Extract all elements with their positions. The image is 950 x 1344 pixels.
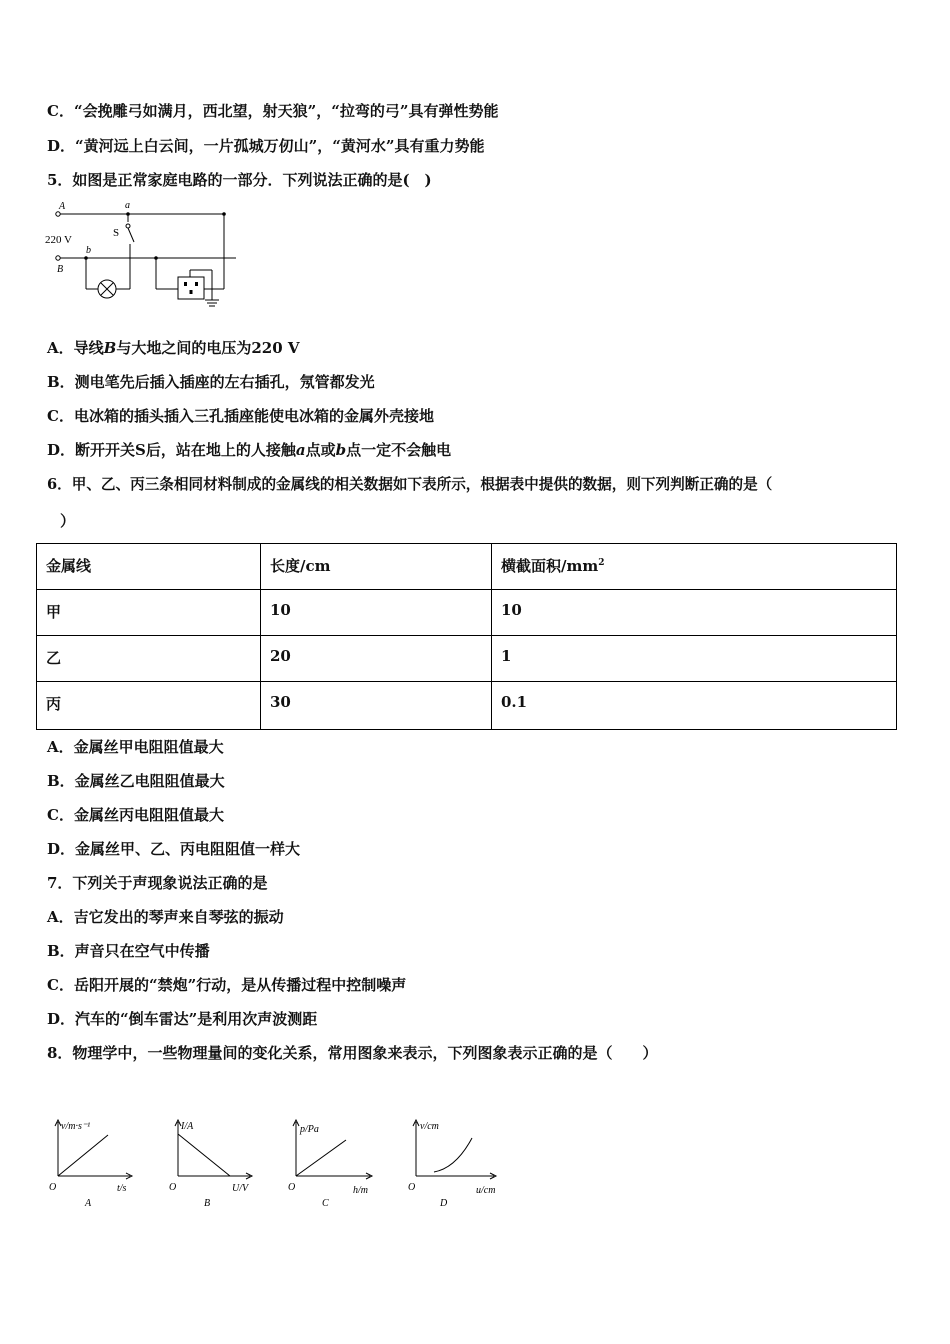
graph-d-y-label: v/cm: [420, 1121, 439, 1132]
graph-a-caption: A: [85, 1198, 92, 1209]
q4-option-c: C．“会挽雕弓如满月，西北望，射天狼”，“拉弯的弓”具有弹性势能: [47, 102, 499, 120]
graph-c-line: [296, 1140, 346, 1176]
q8-graph-d: [404, 1116, 508, 1212]
graph-d-origin: O: [408, 1182, 416, 1193]
graph-c-origin: O: [288, 1182, 296, 1193]
table-cell: 30: [261, 682, 492, 730]
q6-stem: 6．甲、乙、丙三条相同材料制成的金属线的相关数据如下表所示，根据表中提供的数据，则下列判断正确的是（: [47, 476, 773, 493]
circuit-label-b-wire: B: [57, 264, 64, 275]
circuit-label-switch: S: [113, 227, 120, 239]
q6-option-c: C．金属丝丙电阻阻值最大: [47, 806, 224, 824]
q7-stem: 7．下列关于声现象说法正确的是: [47, 874, 268, 892]
circuit-label-a-wire: A: [59, 201, 66, 212]
q8-graph-c: [284, 1116, 384, 1212]
q5-option-a: A．导线B与大地之间的电压为220 V: [47, 339, 300, 357]
graph-b-caption: B: [204, 1198, 211, 1209]
q5-option-c: C．电冰箱的插头插入三孔插座能使电冰箱的金属外壳接地: [47, 407, 434, 425]
graph-c-x-label: h/m: [353, 1185, 368, 1196]
q7-option-b: B．声音只在空气中传播: [47, 942, 210, 960]
table-cell: 10: [492, 590, 897, 636]
graph-d-curve: [434, 1138, 472, 1172]
q8-graph-b: [164, 1116, 264, 1212]
graph-b-line: [178, 1134, 230, 1176]
graph-a-origin: O: [49, 1182, 57, 1193]
q5-stem: 5．如图是正常家庭电路的一部分．下列说法正确的是( ): [47, 171, 432, 189]
table-cell: 10: [261, 590, 492, 636]
table-row: [37, 682, 897, 730]
table-cell: 0.1: [492, 682, 897, 730]
graph-d-x-label: u/cm: [476, 1185, 496, 1196]
table-cell: 丙: [37, 682, 261, 730]
q7-option-d: D．汽车的“倒车雷达”是利用次声波测距: [47, 1010, 318, 1028]
graph-a-y-label: v/m·s⁻¹: [61, 1121, 91, 1132]
q6-option-d: D．金属丝甲、乙、丙电阻阻值一样大: [47, 840, 301, 858]
q7-option-a: A．吉它发出的琴声来自琴弦的振动: [47, 908, 284, 926]
table-row: [37, 590, 897, 636]
table-cell: 20: [261, 636, 492, 682]
graph-b-origin: O: [169, 1182, 177, 1193]
graph-d-caption: D: [440, 1198, 448, 1209]
circuit-label-point-b: b: [86, 245, 91, 256]
q4-option-d: D．“黄河远上白云间，一片孤城万仞山”，“黄河水”具有重力势能: [47, 137, 485, 155]
q6-stem-close: ）: [60, 512, 76, 530]
graph-a-x-label: t/s: [117, 1183, 127, 1194]
table-header-cell: 横截面积$/mm^2$: [492, 544, 897, 590]
table-cell: 1: [492, 636, 897, 682]
table-header-cell: 金属线: [37, 544, 261, 590]
circuit-label-point-a: a: [125, 200, 130, 211]
table-row: [37, 636, 897, 682]
graph-c-y-label: p/Pa: [300, 1124, 319, 1135]
metal-wire-table: [36, 543, 897, 730]
circuit-label-voltage: 220 V: [45, 234, 72, 246]
q7-option-c: C．岳阳开展的“禁炮”行动，是从传播过程中控制噪声: [47, 976, 407, 994]
graph-c-caption: C: [322, 1198, 329, 1209]
q6-option-a: A．金属丝甲电阻阻值最大: [47, 738, 224, 756]
table-header-cell: 长度/cm: [261, 544, 492, 590]
q5-option-b: B．测电笔先后插入插座的左右插孔，氖管都发光: [47, 373, 375, 391]
graph-b-x-label: U/V: [232, 1183, 249, 1194]
q8-stem: 8．物理学中，一些物理量间的变化关系，常用图象来表示，下列图象表示正确的是（ ）: [47, 1044, 658, 1062]
table-header-row: [37, 544, 897, 590]
q6-option-b: B．金属丝乙电阻阻值最大: [47, 772, 225, 790]
table-cell: 乙: [37, 636, 261, 682]
q5-circuit-diagram: [40, 200, 250, 308]
graph-b-y-label: I/A: [181, 1121, 194, 1132]
graph-a-line: [58, 1135, 108, 1176]
q8-graph-a: [44, 1116, 144, 1212]
table-cell: 甲: [37, 590, 261, 636]
q5-option-d: D．断开开关S后，站在地上的人接触a点或b点一定不会触电: [47, 441, 452, 459]
